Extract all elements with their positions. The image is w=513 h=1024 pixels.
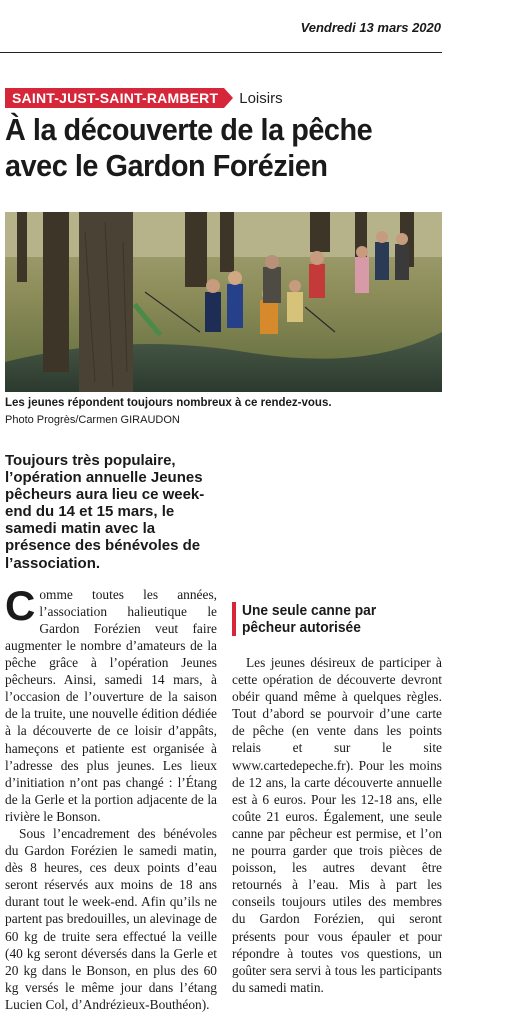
publication-date: Vendredi 13 mars 2020 <box>300 20 441 35</box>
paragraph-3: Les jeunes désireux de participer à cette opération de découverte devront obéir quand même à quelques règles. Tout d’abord se pourvoir d’une carte de pêche (en vente dans les points relais et sur le site www.cartedepeche.fr). Pour les moins de 12 ans, la carte découverte annuelle est à 6 euros. Pour les 12-18 ans, elle coûte 21 euros. Également, une seule canne par pêcheur est permise, et l’on ne pourra garder que trois pièces de poisson, les autres devant être retournés à l’eau. Mis à part les conseils toujours utiles des membres du Gardon Forézien, qui seront présents pour vous épauler et pour répondre à toutes vos questions, un goûter sera servi à tous les participants du samedi matin. <box>232 655 442 995</box>
town-tag-arrow <box>224 88 233 108</box>
intertitle-block <box>232 602 442 636</box>
intertitle-accent-bar <box>232 602 236 636</box>
paragraph-2: Sous l’encadrement des bénévoles du Gardon Forézien le samedi matin, dès 8 heures, ces deux points d’eau seront réservés aux moins de 18 ans durant tout le week-end. Afin qu’ils ne partent pas bredouilles, un alevinage de 60 kg de truite sera effectué la veille (40 kg seront déversés dans la Gerle et 20 kg dans le Bonson, en plus des 60 kg versés le même jour dans l’étang Lucien Col, d’Andrézieux-Bouthéon). <box>5 825 217 1012</box>
photo-caption: Les jeunes répondent toujours nombreux à ce rendez-vous. <box>5 397 332 409</box>
rubric-label: Loisirs <box>239 89 283 107</box>
article-photo <box>5 212 442 392</box>
kicker <box>5 88 283 108</box>
drop-cap: C <box>5 581 36 629</box>
article-column-2 <box>232 452 442 996</box>
header-rule <box>0 52 442 53</box>
headline: À la découverte de la pêche avec le Gardon Forézien <box>5 112 373 183</box>
intertitle: Une seule canne par pêcheur autorisée <box>242 602 377 636</box>
paragraph-1 <box>5 581 217 825</box>
town-tag: SAINT-JUST-SAINT-RAMBERT <box>5 88 224 108</box>
paragraph-1-text: omme toutes les années, l’association halieutique le Gardon Forézien veut faire augmenter le nombre d’amateurs de la pêche grâce à l’opération Jeunes pêcheurs. Ainsi, samedi 14 mars, à l’occasion de l’ouverture de la saison de la truite, une nouvelle édition dédiée à la découverte de ce loisir d’appâts, hameçons et patiente est organisée à l’adresse des plus jeunes. Les lieux d’initiation n’ont pas changé : l’Étang de la Gerle et la portion adjacente de la rivière le Bonson. <box>5 586 217 824</box>
photo-credit: Photo Progrès/Carmen GIRAUDON <box>5 414 180 426</box>
article-lead: Toujours très populaire, l’opération annuelle Jeunes pêcheurs aura lieu ce week-end du 14 et 15 mars, le samedi matin avec la présence des bénévoles de l’association. <box>5 452 205 572</box>
article-column-1 <box>5 452 217 1013</box>
